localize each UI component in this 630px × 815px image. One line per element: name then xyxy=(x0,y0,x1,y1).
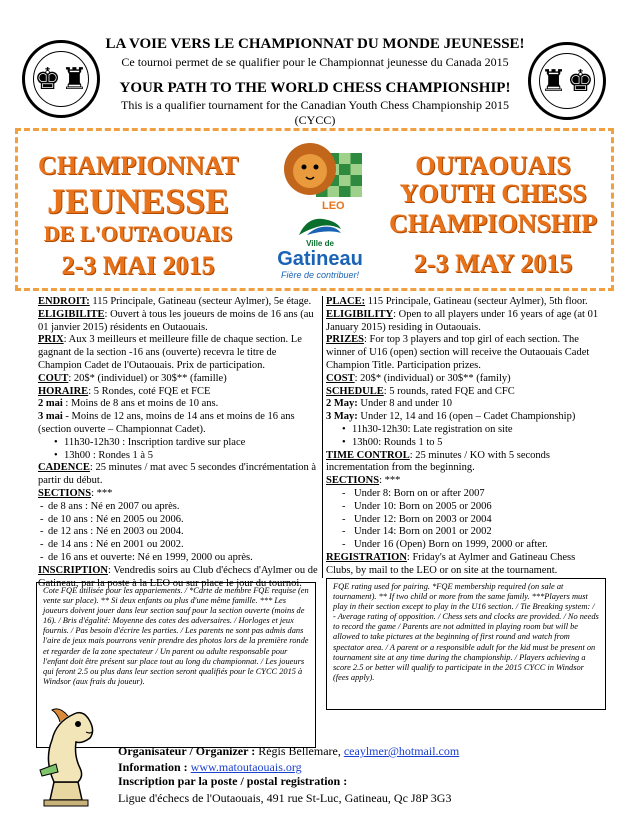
gatineau-motto: Fière de contribuer! xyxy=(280,270,360,280)
list-item: - Under 12: Born on 2003 or 2004 xyxy=(326,514,601,527)
banner-fr-line2: JEUNESSE xyxy=(46,181,230,221)
quebec-chess-federation-seal-icon: ♜♚ xyxy=(528,42,606,120)
lion-chessboard-logo-icon xyxy=(276,135,366,213)
list-item: - Under 14: Born on 2001 or 2002 xyxy=(326,526,601,539)
cartoon-knight-icon xyxy=(30,700,102,810)
list-item: - Under 16 (Open) Born on 1999, 2000 or after. xyxy=(326,539,601,552)
list-item: - de 16 ans et ouverte: Né en 1999, 2000 ou après. xyxy=(38,552,318,565)
sections-fr: SECTIONS: *** xyxy=(38,487,113,499)
info-website-link[interactable]: www.matoutaouais.org xyxy=(190,760,302,774)
organizer: Organisateur / Organizer : Régis Bellemare, ceaylmer@hotmail.com xyxy=(118,744,460,758)
mai-3: 3 mai - Moins de 12 ans, moins de 14 ans et moins de 16 ans (section ouverte – Championnat Cadet). xyxy=(38,411,295,435)
eligibility: ELIGIBILITY: Open to all players under 16 years of age (at 01 January 2015) residing in Outaouais. xyxy=(326,308,599,333)
list-item: • 13h00: Rounds 1 to 5 xyxy=(326,437,601,450)
notes-fr: Cote FQE utilisée pour les appariements. / *Carte de membre FQE requise (en vente sur place). ** Si deux enfants ou plus d'une même famille. *** Les joueurs doivent jouer dans leur section sauf pour la section ouverte (moins de 16). / Bris d'égalité: Moyenne des cotes des adversaires. / Horloges et jeux fournis. / Pas besoin d'écrire les parties. / Les parents ne sont pas admis dans l'aire de jeux mais pourrons venir prendre des photos lors de la première ronde et regarder de la zone spectateur / Un parent ou adulte responsable pour l'enfant doit être présent sur place tout au long du championnat. / Les joueurs qui feront 2.5 ou plus dans leur section seront qualifiés pour le CYCC 2015 à Windsor (aux frais du joueur). xyxy=(36,582,316,748)
list-item: - de 8 ans : Né en 2007 ou après. xyxy=(38,501,318,514)
english-details xyxy=(326,296,601,578)
banner-en-line1: OUTAOUAIS xyxy=(415,151,571,180)
banner-fr-line1: CHAMPIONNAT xyxy=(38,151,239,180)
registration: REGISTRATION: Friday's at Aylmer and Gatineau Chess Clubs, by mail to the LEO or on site at the tournament. xyxy=(326,551,576,576)
may-3: 3 May: Under 12, 14 and 16 (open – Cadet Championship) xyxy=(326,411,576,423)
list-item: - Under 10: Born on 2005 or 2006 xyxy=(326,501,601,514)
title-en: YOUR PATH TO THE WORLD CHESS CHAMPIONSHIP! xyxy=(119,80,511,96)
notes-en: FQE rating used for pairing. *FQE membership required (on sale at tournament). ** If two child or more from the same family. ***Players must play in their section except to play in the U16 section. / Tie Breaking system: / - Average rating of opposition. / Chess sets and clocks are provided. / No needs to record the game / Parents are not admitted in playing room but will be allowed to take pictures at the beginning of first round and watch from spectator area. / A parent or a responsible adult for the kid must be present on tournament site at any time during the championship. / Players achieving a score 2.5 or better will qualify to participate in the 2015 CYCC in Windsor (fees apply). xyxy=(326,578,606,710)
list-item: • 11h30-12h30 : Inscription tardive sur place xyxy=(38,437,318,450)
inscription: INSCRIPTION: Vendredis soirs au Club d'échecs d'Aylmer ou de Gatineau, par la poste à la LEO ou sur place le jour du tournoi. xyxy=(38,564,318,589)
prizes: PRIZES: For top 3 players and top girl of each section. The winner of U16 (open) section will receive the Outaouais Cadet Champion Title. Participation prizes. xyxy=(326,334,590,371)
title-fr: LA VOIE VERS LE CHAMPIONNAT DU MONDE JEUNESSE! xyxy=(105,36,525,52)
subtitle-fr: Ce tournoi permet de se qualifier pour le Championnat jeunesse du Canada 2015 xyxy=(121,55,509,69)
sections-en: SECTIONS: *** xyxy=(326,475,401,487)
gatineau-wave-icon xyxy=(297,215,343,237)
list-item: • 13h00 : Rondes 1 à 5 xyxy=(38,450,318,463)
column-divider xyxy=(322,296,323,578)
chess-federation-canada-seal-icon: ♚♜ xyxy=(22,40,100,118)
gatineau-city-logo xyxy=(270,215,370,287)
list-item: - de 10 ans : Né en 2005 ou 2006. xyxy=(38,514,318,527)
time-control: TIME CONTROL: 25 minutes / KO with 5 seconds incrementation from the beginning. xyxy=(326,449,551,474)
mai-2: 2 mai : Moins de 8 ans et moins de 10 ans. xyxy=(38,398,219,410)
list-item: - Under 8: Born on or after 2007 xyxy=(326,488,601,501)
cout: COUT: 20$* (individuel) or 30$** (famille) xyxy=(38,372,227,384)
cost: COST: 20$* (individual) or 30$** (family) xyxy=(326,372,511,384)
list-item: - de 12 ans : Né en 2003 ou 2004. xyxy=(38,526,318,539)
event-banner xyxy=(15,128,614,291)
banner-en-line3: CHAMPIONSHIP xyxy=(389,209,597,238)
postal-address: Ligue d'échecs de l'Outaouais, 491 rue St-Luc, Gatineau, Qc J8P 3G3 xyxy=(118,791,452,805)
banner-fr-date: 2-3 MAI 2015 xyxy=(61,251,215,280)
organizer-email-link[interactable]: ceaylmer@hotmail.com xyxy=(343,744,460,758)
banner-fr-line3: DE L'OUTAOUAIS xyxy=(43,221,233,246)
place: PLACE: 115 Principale, Gatineau (secteur Aylmer), 5th floor. xyxy=(326,296,588,307)
gatineau-name: Gatineau xyxy=(277,248,363,270)
prix: PRIX: Aux 3 meilleurs et meilleure fille de chaque section. Le gagnant de la section -16 ans (ouverte) recevra le titre de Champion Cadet de l'Outaouais. Prix de participation. xyxy=(38,334,302,371)
list-item: • 11h30-12h30: Late registration on site xyxy=(326,424,601,437)
information: Information : www.matoutaouais.org xyxy=(118,760,302,774)
schedule: SCHEDULE: 5 rounds, rated FQE and CFC xyxy=(326,385,515,397)
may-2: 2 May: Under 8 and under 10 xyxy=(326,398,452,410)
subtitle-en: This is a qualifier tournament for the Canadian Youth Chess Championship 2015 (CYCC) xyxy=(121,98,509,127)
french-details xyxy=(38,296,318,590)
leo-label: LEO xyxy=(322,200,345,212)
endroit: ENDROIT: 115 Principale, Gatineau (secteur Aylmer), 5e étage. xyxy=(38,296,312,307)
eligibilite: ELIGIBILITE: Ouvert à tous les joueurs de moins de 16 ans (au 01 janvier 2015) résidents en Outaouais. xyxy=(38,308,314,333)
horaire: HORAIRE: 5 Rondes, coté FQE et FCE xyxy=(38,385,211,397)
banner-en-line2: YOUTH CHESS xyxy=(399,179,587,208)
gatineau-ville: Ville de xyxy=(306,239,334,248)
banner-en-date: 2-3 MAY 2015 xyxy=(413,249,573,278)
cadence: CADENCE: 25 minutes / mat avec 5 secondes d'incrémentation à partir du début. xyxy=(38,462,317,487)
postal-registration-label: Inscription par la poste / postal registration : xyxy=(118,774,348,788)
list-item: - de 14 ans : Né en 2001 ou 2002. xyxy=(38,539,318,552)
